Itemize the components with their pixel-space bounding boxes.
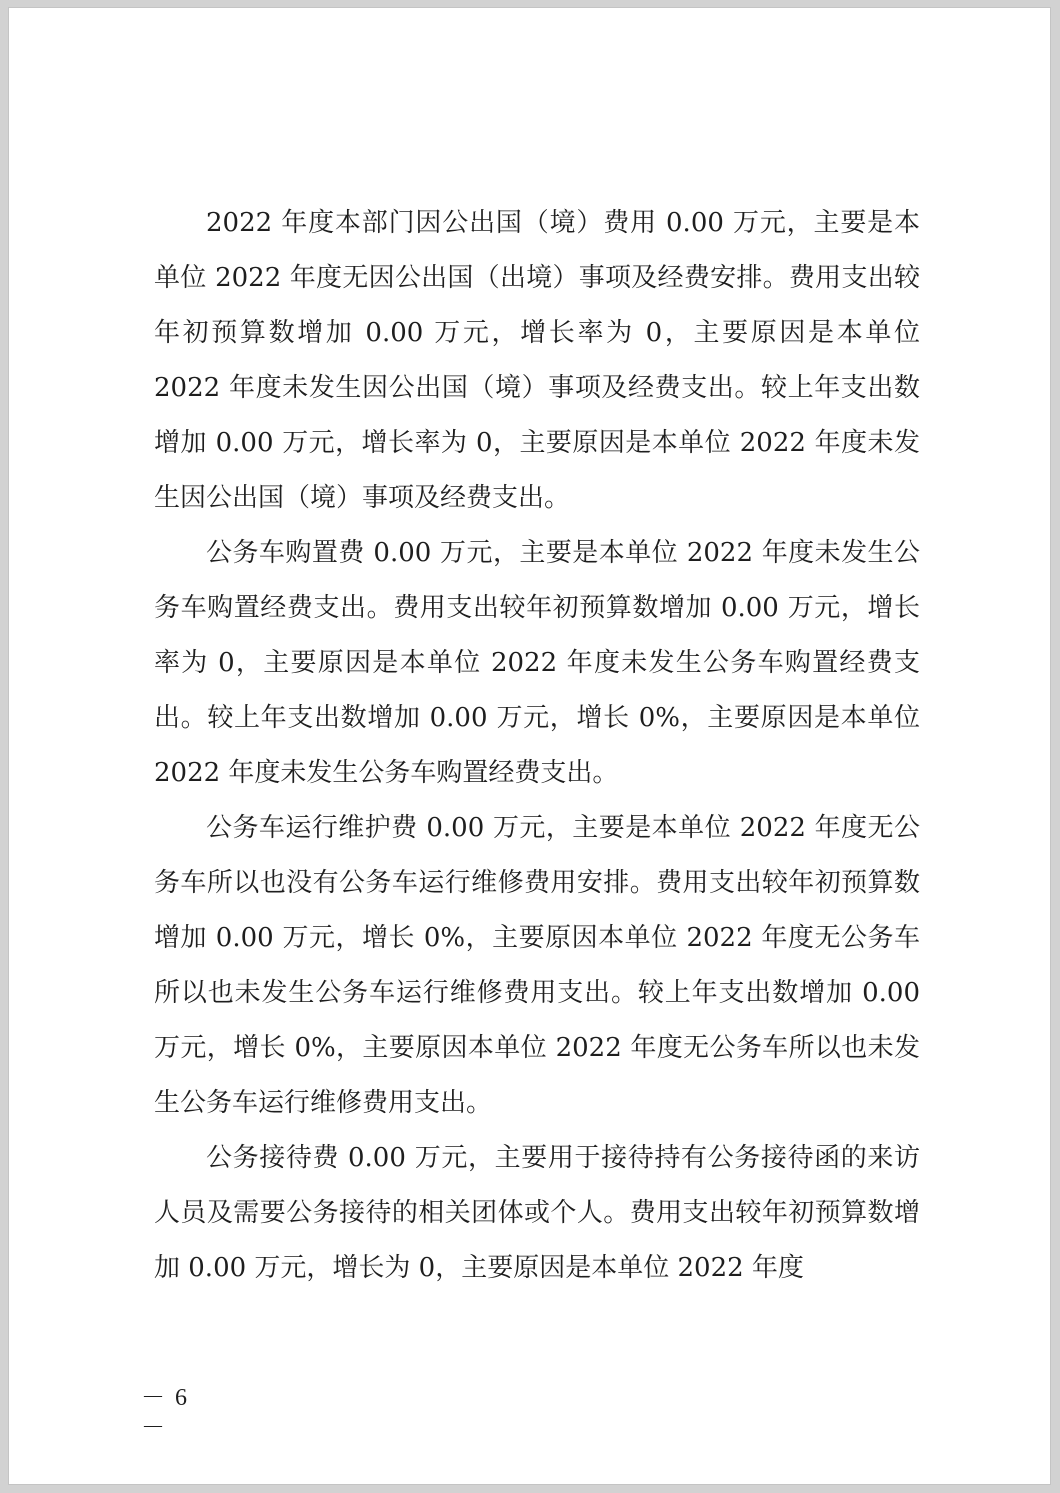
page-number: － 6 － <box>141 1385 189 1441</box>
paragraph-vehicle-purchase: 公务车购置费 0.00 万元，主要是本单位 2022 年度未发生公务车购置经费支出。费用支出较年初预算数增加 0.00 万元，增长率为 0，主要原因是本单位 2022 年度未发生公务车购置经费支出。较上年支出数增加 0.00 万元，增长 0%，主要原因是本单位 2022 年度未发生公务车购置经费支出。 <box>154 538 920 788</box>
paragraph-official-reception: 公务接待费 0.00 万元，主要用于接待持有公务接待函的来访人员及需要公务接待的相关团体或个人。费用支出较年初预算数增加 0.00 万元，增长为 0，主要原因是本单位 2022 年度 <box>154 1143 920 1283</box>
paragraph-vehicle-maintenance: 公务车运行维护费 0.00 万元，主要是本单位 2022 年度无公务车所以也没有公务车运行维修费用安排。费用支出较年初预算数增加 0.00 万元，增长 0%，主要原因本单位 2022 年度无公务车所以也未发生公务车运行维修费用支出。较上年支出数增加 0.00 万元，增长 0%，主要原因本单位 2022 年度无公务车所以也未发生公务车运行维修费用支出。 <box>154 813 920 1118</box>
body-text <box>154 196 920 1296</box>
paragraph-overseas-travel: 2022 年度本部门因公出国（境）费用 0.00 万元，主要是本单位 2022 年度无因公出国（出境）事项及经费安排。费用支出较年初预算数增加 0.00 万元，增长率为 0，主要原因是本单位 2022 年度未发生因公出国（境）事项及经费支出。较上年支出数增加 0.00 万元，增长率为 0，主要原因是本单位 2022 年度未发生因公出国（境）事项及经费支出。 <box>154 208 920 513</box>
document-page <box>8 7 1051 1485</box>
